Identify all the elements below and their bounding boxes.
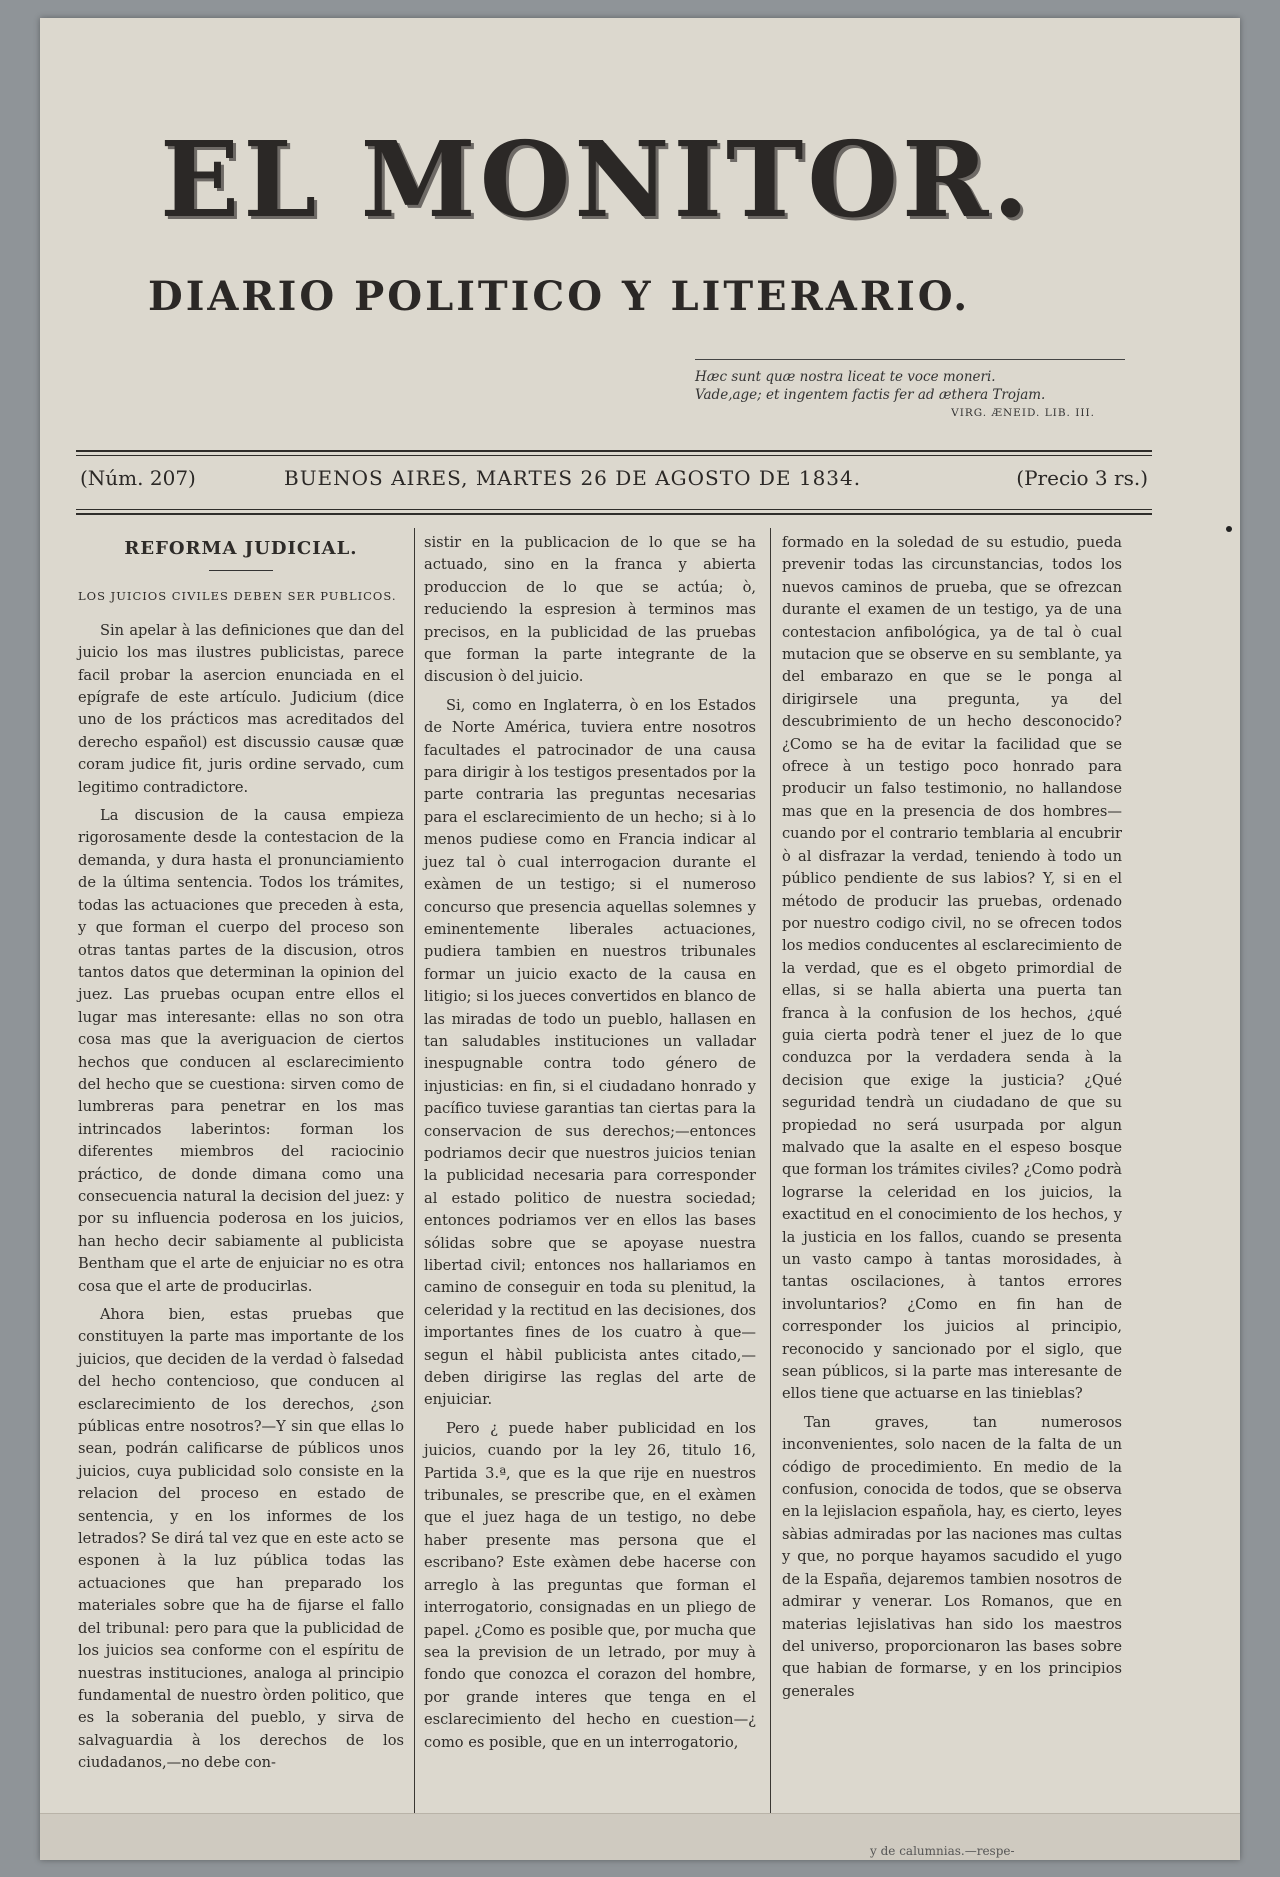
issue-date: BUENOS AIRES, MARTES 26 DE AGOSTO DE 1834.	[284, 466, 862, 490]
epigraph	[695, 368, 1145, 422]
column-divider	[770, 528, 771, 1818]
paragraph: Pero ¿ puede haber publicidad en los juicios, cuando por la ley 26, titulo 16, Partida 3.ª, que es la que rije en nuestros tribunales, se prescribe que, en el exàmen que el juez haga de un testigo, no debe haber presente mas persona que el escribano? Este exàmen debe hacerse con arreglo à las preguntas que forman el interrogatorio, consignadas en un pliego de papel. ¿Como es posible que, por mucha que sea la prevision de un letrado, por muy à fondo que conozca el corazon del hombre, por grande interes que tenga en el esclarecimiento del hecho en cuestion—¿ como es posible, que en un interrogatorio,	[424, 1419, 756, 1751]
newspaper-page	[40, 18, 1240, 1860]
column-1	[78, 532, 404, 1775]
column-3	[782, 532, 1122, 1703]
paragraph: sistir en la publicacion de lo que se ha actuado, sino en la franca y abierta produccion de lo que se actúa; ò, reduciendo la espresion à terminos mas precisos, en la publicidad de las pruebas que forman la parte integrante de la discusion ò del juicio.	[424, 534, 756, 686]
epigraph-rule	[695, 359, 1125, 360]
paragraph: Sin apelar à las definiciones que dan del juicio los mas ilustres publicistas, parece facil probar la asercion enunciada en el epígrafe de este artículo. Judicium (dice uno de los prácticos mas acreditados del derecho español) est discussio causæ quæ coram judice fit, juris ordine servado, cum legitimo contradictore.	[78, 621, 404, 796]
header-rule-bottom	[76, 509, 1152, 515]
masthead-title: EL MONITOR.	[160, 118, 1033, 241]
paragraph: Tan graves, tan numerosos inconvenientes, solo nacen de la falta de un código de procedimiento. En medio de la confusion, conocida de todos, que se observa en la lejislacion española, hay, es cierto, leyes sàbias admiradas por las naciones mas cultas y que, no porque hayamos sacudido el yugo de la España, dejaremos tambien nosotros de admirar y venerar. Los Romanos, que en materias lejislativas han sido los maestros del universo, proporcionaron las bases sobre que habian de formarse, y en los principios generales	[782, 1413, 1122, 1700]
epigraph-citation: VIRG. ÆNEID. LIB. III.	[951, 407, 1095, 419]
header-rule-top	[76, 450, 1152, 456]
next-page-fragment: y de calumnias.—respe-	[870, 1844, 1015, 1858]
issue-number: (Núm. 207)	[80, 466, 196, 490]
masthead-subtitle: DIARIO POLITICO Y LITERARIO.	[148, 273, 971, 320]
epigraph-line-2: Vade,age; et ingentem factis fer ad æthera Trojam.	[695, 387, 1046, 403]
heading-rule	[209, 570, 273, 571]
paragraph: La discusion de la causa empieza rigorosamente desde la contestacion de la demanda, y dura hasta el pronunciamiento de la última sentencia. Todos los trámites, todas las actuaciones que preceden à esta, y que forman el cuerpo del proceso son otras tantas partes de la discusion, otros tantos datos que determinan la opinion del juez. Las pruebas ocupan entre ellos el lugar mas interesante: ellas no son otra cosa mas que la averiguacion de ciertos hechos que conducen al esclarecimiento del hecho que se cuestiona: sirven como de lumbreras para penetrar en los mas intrincados laberintos: forman los diferentes miembros del raciocinio práctico, de donde dimana como una consecuencia natural la decision del juez: y por su influencia poderosa en los juicios, han hecho decir sabiamente al publicista Bentham que el arte de enjuiciar no es otra cosa que el arte de producirlas.	[78, 807, 404, 1295]
article-heading: REFORMA JUDICIAL.	[124, 538, 358, 559]
paper-fold	[40, 1813, 1240, 1860]
column-divider	[414, 528, 415, 1818]
paragraph: formado en la soledad de su estudio, pueda prevenir todas las circunstancias, todos los nuevos caminos de prueba, que se ofrezcan durante el examen de un testigo, ya de una contestacion anfibológica, ya de tal ò cual mutacion que se observe en su semblante, ya del embarazo en que se le ponga al dirigirsele una pregunta, ya del descubrimiento de un hecho desconocido? ¿Como se ha de evitar la facilidad que se ofrece à un testigo poco honrado para producir un falso testimonio, no hallandose mas que en la presencia de dos hombres—cuando por el contrario temblaria al encubrir ò al disfrazar la verdad, teniendo à todo un público pendiente de sus labios? Y, si en el método de producir las pruebas, ordenado por nuestro codigo civil, no se ofrecen todos los medios conducentes al esclarecimiento de la verdad, que es el obgeto primordial de ellas, si se halla abierta una puerta tan franca à la confusion de los hechos, ¿qué guia cierta podrà tener el juez de lo que conduzca por la verdadera senda à la decision que exige la justicia? ¿Qué seguridad tendrà un ciudadano de que su propiedad no será usurpada por algun malvado que la asalte en el espeso bosque que forman los trámites civiles? ¿Como podrà lograrse la celeridad en los juicios, la exactitud en el conocimiento de los hechos, y la justicia en los fallos, cuando se presenta un vasto campo à tantas morosidades, à tantas oscilaciones, à tantos errores involuntarios? ¿Como en fin han de corresponder los juicios al principio, reconocido y sancionado por el siglo, que sean públicos, si la parte mas interesante de ellos tiene que actuarse en las tinieblas?	[782, 534, 1122, 1403]
paragraph: Si, como en Inglaterra, ò en los Estados de Norte América, tuviera entre nosotros facultades el patrocinador de una causa para dirigir à los testigos presentados por la parte contraria las preguntas necesarias para el esclarecimiento de un hecho; si à lo menos pudiese como en Francia indicar al juez tal ò cual interrogacion durante el exàmen de un testigo; si el numeroso concurso que presencia aquellas solemnes y eminentemente liberales actuaciones, pudiera tambien en nuestros tribunales formar un juicio exacto de la causa en litigio; si los jueces convertidos en blanco de las miradas de todo un pueblo, hallasen en tan saludables instituciones un valladar inespugnable contra todo género de injusticias: en fin, si el ciudadano honrado y pacífico tuviese garantias tan ciertas para la conservacion de sus derechos;—entonces podriamos decir que nuestros juicios tenian la publicidad necesaria para corresponder al estado politico de nuestra sociedad; entonces podriamos ver en ellos las bases sólidas sobre que se apoyase nuestra libertad civil; entonces nos hallariamos en camino de conseguir en toda su plenitud, la celeridad y la rectitud en las decisiones, dos importantes fines de los cuatro à que—segun el hàbil publicista antes citado,—deben dirigirse las reglas del arte de enjuiciar.	[424, 696, 756, 1409]
article-subheading: LOS JUICIOS CIVILES DEBEN SER PUBLICOS.	[78, 589, 397, 604]
ink-spot	[1226, 526, 1232, 532]
epigraph-line-1: Hæc sunt quæ nostra liceat te voce moneri.	[695, 369, 996, 385]
issue-price: (Precio 3 rs.)	[1016, 466, 1148, 490]
paragraph: Ahora bien, estas pruebas que constituyen la parte mas importante de los juicios, que deciden de la verdad ò falsedad del hecho contencioso, que conducen al esclarecimiento de los derechos, ¿son públicas entre nosotros?—Y sin que ellas lo sean, podrán calificarse de públicos unos juicios, cuya publicidad solo consiste en la relacion del proceso en estado de sentencia, y en los informes de los letrados? Se dirá tal vez que en este acto se esponen à la luz pública todas las actuaciones que han preparado los materiales sobre que ha de fijarse el fallo del tribunal: pero para que la publicidad de los juicios sea conforme con el espíritu de nuestras instituciones, analoga al principio fundamental de nuestro òrden politico, que es la soberania del pueblo, y sirva de salvaguardia à los derechos de los ciudadanos,—no debe con-	[78, 1306, 404, 1772]
dateline	[76, 466, 1152, 496]
column-2	[424, 532, 756, 1754]
